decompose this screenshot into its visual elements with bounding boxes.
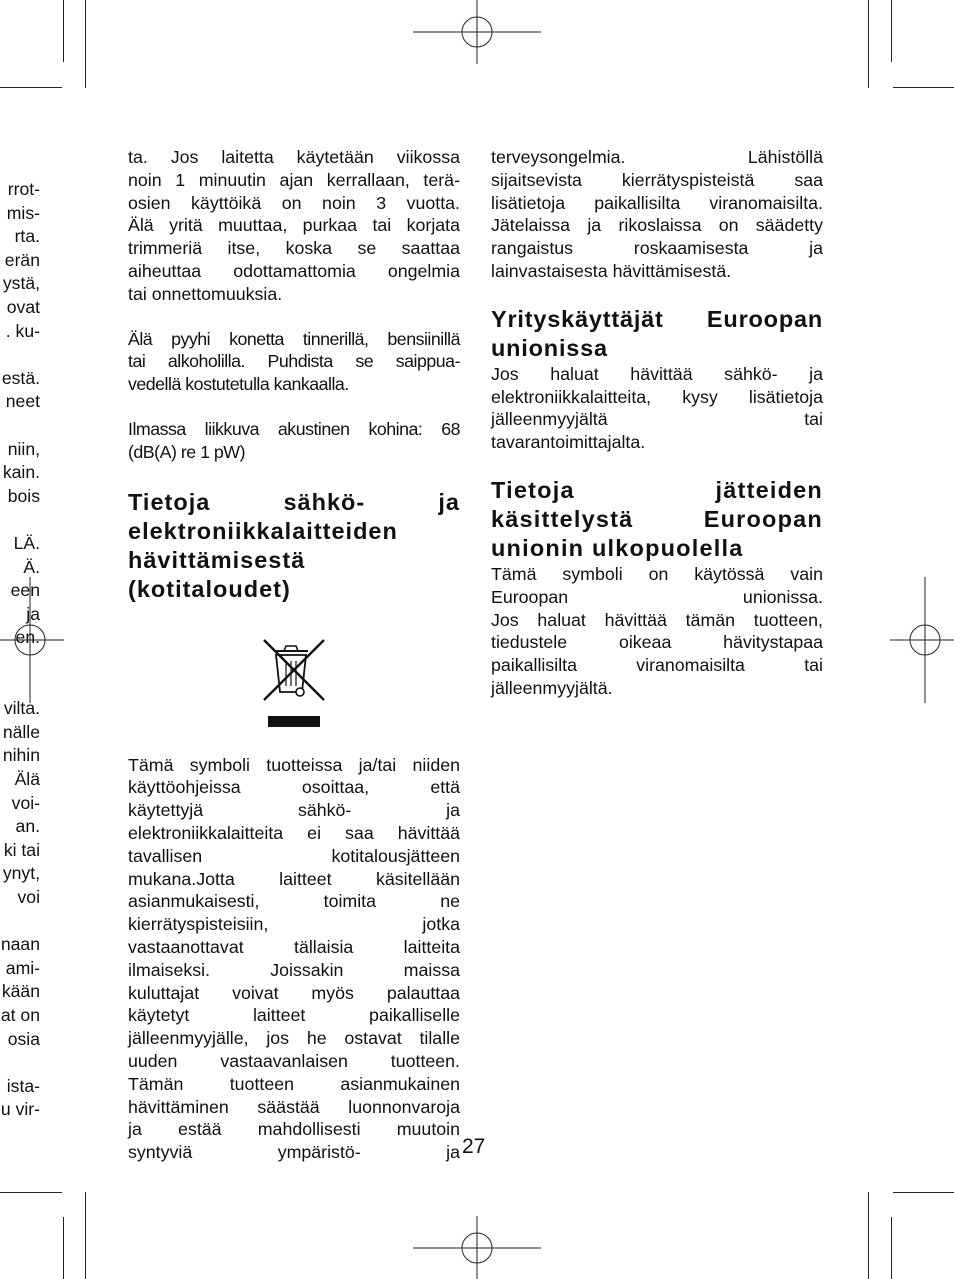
crop-mark	[868, 1192, 869, 1279]
text-line: Tämä symboli on käytössä vain	[491, 563, 823, 584]
crop-mark	[891, 0, 892, 62]
previous-page-bleed-text	[0, 178, 44, 1138]
outside-eu-paragraph	[491, 563, 823, 700]
bleed-text-line: ista-	[6, 1075, 40, 1096]
text-line: trimmeriä itse, koska se saattaa	[128, 238, 460, 259]
bleed-text-line: estä.	[1, 367, 40, 388]
text-line: kuluttajat voivat myös palauttaa	[128, 982, 460, 1003]
text-line: elektroniikkalaitteiden	[128, 517, 398, 544]
recycling-paragraph	[491, 146, 823, 283]
text-line: tavallisen kotitalousjätteen	[128, 845, 460, 866]
text-line: paikallisilta viranomaisilta tai	[491, 655, 823, 676]
text-line: terveysongelmia. Lähistöllä	[491, 147, 823, 167]
crop-mark	[63, 1217, 64, 1279]
text-line: elektroniikkalaitteita, kysy lisätietoja	[491, 386, 823, 407]
text-line: jälleenmyyjältä.	[491, 677, 613, 698]
crop-mark	[0, 1192, 62, 1193]
column-right	[491, 146, 823, 700]
text-line: Tietoja jätteiden	[491, 476, 823, 503]
text-line: vedellä kostutetulla kankaalla.	[128, 374, 349, 395]
bleed-text-line: osia	[7, 1028, 40, 1049]
bleed-text-line: nälle	[2, 721, 40, 742]
text-line: elektroniikkalaitteita ei saa hävittää	[128, 822, 460, 843]
registration-mark-icon	[413, 0, 541, 64]
crop-mark	[63, 0, 64, 62]
text-line: ja estää mahdollisesti muutoin	[128, 1119, 460, 1140]
text-line: tai alkoholilla. Puhdista se saippua-	[128, 351, 460, 372]
text-line: lainvastaisesta hävittämisestä.	[491, 260, 732, 281]
text-line: asianmukaisesti, toimita ne	[128, 891, 460, 912]
text-line: lisätietoja paikallisilta viranomaisilta.	[491, 192, 823, 213]
crop-mark	[0, 87, 62, 88]
bleed-text-line: ami-	[5, 957, 40, 978]
bleed-text-line: mis-	[6, 202, 40, 223]
weee-paragraph	[128, 754, 460, 1164]
bleed-text-line: Ä.	[23, 556, 40, 577]
bleed-text-line: vilta.	[3, 698, 40, 719]
text-line: hävittämisestä	[128, 546, 306, 573]
bleed-text-line: kain.	[2, 462, 40, 483]
text-line: Tämän tuotteen asianmukainen	[128, 1073, 460, 1094]
text-line: Ilmassa liikkuva akustinen kohina: 68	[128, 418, 460, 439]
text-line: mukana.Jotta laitteet käsitellään	[128, 868, 460, 889]
bleed-text-line: . ku-	[5, 320, 40, 341]
text-line: tai onnettomuuksia.	[128, 283, 283, 304]
crop-mark	[893, 87, 954, 88]
maintenance-paragraph	[128, 146, 460, 306]
text-line: uuden vastaavanlaisen tuotteen.	[128, 1050, 460, 1071]
text-line: Älä pyyhi konetta tinnerillä, bensiinillä	[128, 328, 460, 349]
business-paragraph	[491, 363, 823, 454]
bleed-text-line: rrot-	[7, 179, 40, 199]
text-line: hävittäminen säästää luonnonvaroja	[128, 1096, 460, 1117]
registration-mark-icon	[413, 1216, 541, 1279]
text-line: (kotitaloudet)	[128, 575, 291, 602]
crop-mark	[868, 0, 869, 88]
text-line: Euroopan unionissa.	[491, 586, 823, 607]
page-number: 27	[462, 1135, 486, 1158]
text-line: käsittelystä Euroopan	[491, 505, 823, 532]
bleed-text-line: ki tai	[3, 839, 40, 860]
bleed-text-line: LÄ.	[13, 533, 40, 553]
bleed-text-line: niin,	[7, 438, 40, 459]
section-heading-weee	[128, 488, 460, 604]
bleed-text-line: nihin	[2, 745, 40, 766]
bleed-text-line: kään	[1, 981, 40, 1002]
crop-mark	[891, 1217, 892, 1279]
text-line: Yrityskäyttäjät Euroopan	[491, 305, 823, 332]
bleed-text-line: een	[10, 580, 40, 601]
registration-mark-icon	[890, 577, 954, 703]
text-line: käytettyjä sähkö- ja	[128, 800, 460, 821]
text-line: unionin ulkopuolella	[491, 534, 744, 561]
crop-mark	[893, 1192, 954, 1193]
text-line: tiedustele oikeaa hävitystapaa	[491, 632, 823, 653]
bleed-text-line: ystä,	[2, 273, 40, 294]
crossed-out-wheelie-bin-icon	[256, 634, 332, 730]
text-line: ta. Jos laitetta käytetään viikossa	[128, 147, 460, 167]
text-line: noin 1 minuutin ajan kerrallaan, terä-	[128, 169, 460, 190]
text-line: jälleenmyyjältä tai	[491, 409, 823, 430]
bleed-text-line: ovat	[6, 297, 40, 317]
text-line: Tämä symboli tuotteissa ja/tai niiden	[128, 754, 460, 775]
bleed-text-line: voi	[17, 887, 40, 907]
cleaning-paragraph	[128, 328, 460, 396]
text-line: Jos haluat hävittää tämän tuotteen,	[491, 609, 823, 630]
section-heading-outside-eu	[491, 476, 823, 563]
bleed-text-line: naan	[0, 934, 40, 955]
text-line: osien käyttöikä on noin 3 vuotta.	[128, 192, 460, 213]
bleed-text-line: neet	[5, 391, 40, 412]
text-line: käytetyt laitteet paikalliselle	[128, 1005, 460, 1026]
text-line: Älä yritä muuttaa, purkaa tai korjata	[128, 215, 460, 236]
text-line: ilmaiseksi. Joissakin maissa	[128, 959, 460, 980]
text-line: sijaitsevista kierrätyspisteistä saa	[491, 169, 823, 190]
text-line: syntyviä ympäristö- ja	[128, 1142, 460, 1163]
text-line: tavarantoimittajalta.	[491, 432, 646, 453]
bleed-text-line: ynyt,	[2, 863, 40, 884]
text-line: käyttöohjeissa osoittaa, että	[128, 777, 460, 798]
bleed-text-line: u vir-	[0, 1099, 40, 1120]
text-line: rangaistus roskaamisesta ja	[491, 238, 823, 259]
bleed-text-line: en.	[15, 627, 40, 648]
section-heading-business-eu	[491, 305, 823, 363]
bleed-text-line: at on	[0, 1005, 40, 1025]
bleed-text-line: erän	[4, 249, 40, 270]
bleed-text-line: bois	[7, 485, 40, 506]
text-line: (dB(A) re 1 pW)	[128, 441, 245, 462]
crop-mark	[85, 0, 86, 88]
noise-paragraph	[128, 418, 460, 464]
text-line: Tietoja sähkö- ja	[128, 488, 460, 515]
text-line: jälleenmyyjälle, jos he ostavat tilalle	[128, 1028, 460, 1049]
bleed-text-line: ja	[26, 603, 40, 624]
bleed-text-line: voi-	[11, 792, 40, 813]
bleed-text-line: rta.	[14, 226, 40, 247]
text-line: Jätelaissa ja rikoslaissa on säädetty	[491, 215, 823, 236]
crop-mark	[85, 1192, 86, 1279]
text-line: aiheuttaa odottamattomia ongelmia	[128, 260, 460, 281]
text-line: unionissa	[491, 334, 608, 361]
text-line: Jos haluat hävittää sähkö- ja	[491, 363, 823, 384]
text-line: kierrätyspisteisiin, jotka	[128, 914, 460, 935]
text-line: vastaanottavat tällaisia laitteita	[128, 936, 460, 957]
bleed-text-line: an.	[15, 816, 40, 837]
bleed-text-line: Älä	[14, 769, 40, 789]
